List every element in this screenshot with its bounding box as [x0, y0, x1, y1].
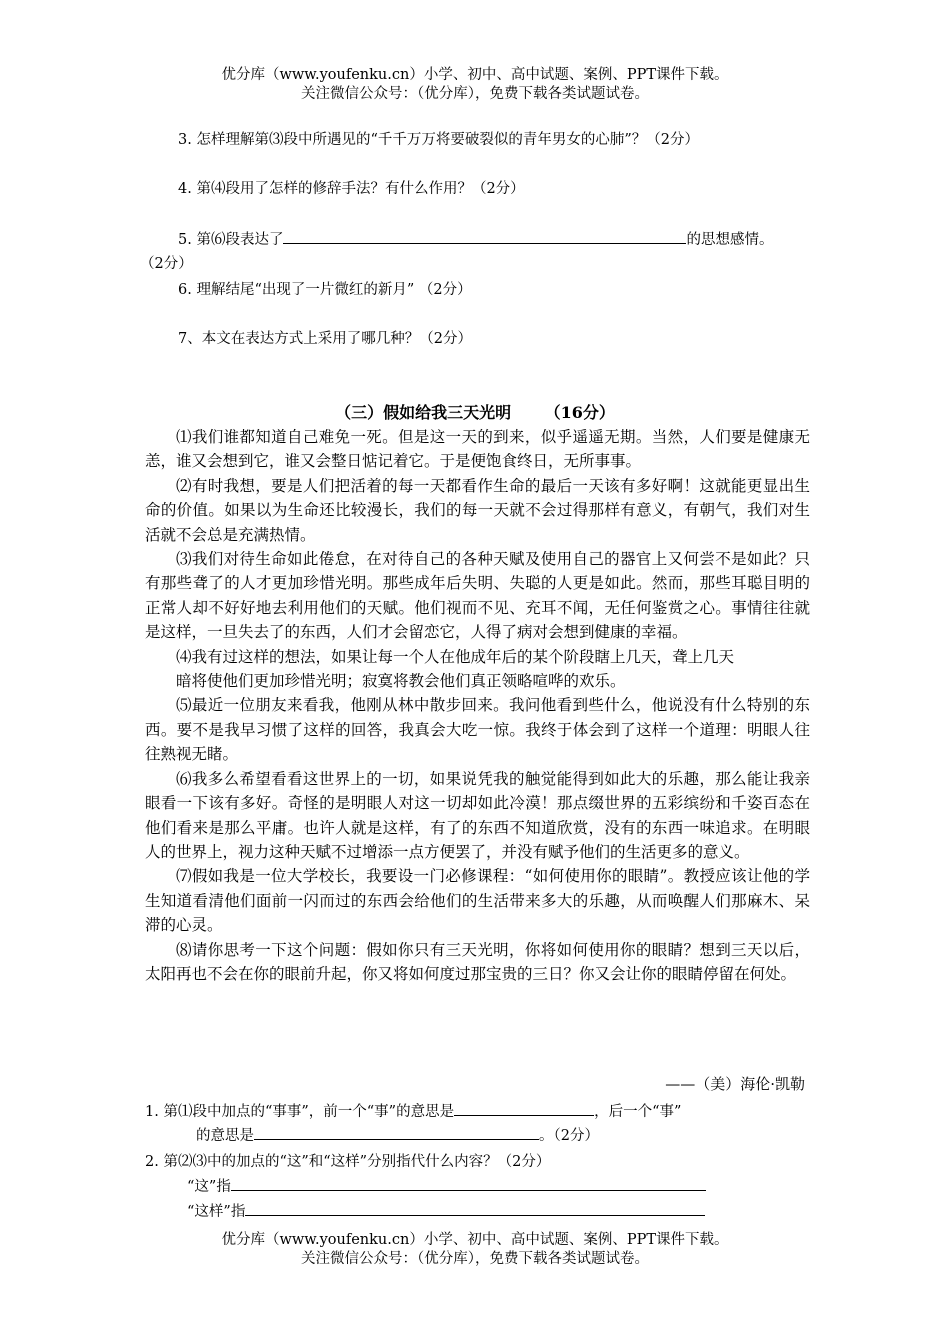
- header-line-1: 优分库（www.youfenku.cn）小学、初中、高中试题、案例、PPT课件下载。: [221, 67, 729, 83]
- answer-question-2: 2. 第⑵⑶中的加点的“这”和“这样”分别指代什么内容？（2分）: [145, 1154, 551, 1170]
- page-footer: [0, 1231, 950, 1269]
- page-header: [0, 66, 950, 104]
- question-5-suffix: 的思想感情。: [686, 232, 774, 248]
- answer-blank[interactable]: [283, 229, 686, 244]
- section-title-text: （三）假如给我三天光明: [335, 403, 512, 422]
- paragraph-2: ⑵有时我想，要是人们把活着的每一天都看作生命的最后一天该有多好啊！这就能更显出生命的价值。如果以为生命还比较漫长，我们的每一天就不会过得那样有意义，有朝气，我们对生活就不会总是充满热情。: [145, 476, 810, 544]
- section-points: （16分）: [544, 403, 615, 422]
- answer-question-1: [145, 1100, 681, 1121]
- section-title: [0, 400, 950, 423]
- question-5: [178, 228, 773, 249]
- answer-question-2-thisway: [187, 1200, 705, 1221]
- answer-blank[interactable]: [254, 1125, 539, 1140]
- paragraph-5: ⑸最近一位朋友来看我，他刚从林中散步回来。我问他看到些什么，他说没有什么特别的东西。要不是我早习惯了这样的回答，我真会大吃一惊。我终于体会到了这样一个道理：明眼人往往熟视无睹。: [145, 696, 810, 764]
- aq1-text-b: ，后一个“事”: [594, 1104, 682, 1120]
- aq2-this-label: “这”指: [187, 1179, 231, 1195]
- paragraph-3: ⑶我们对待生命如此倦怠，在对待自己的各种天赋及使用自己的器官上又何尝不是如此？只有那些聋了的人才更加珍惜光明。那些成年后失明、失聪的人更是如此。然而，那些耳聪目明的正常人却不好好地去利用他们的天赋。他们视而不见、充耳不闻，无任何鉴赏之心。事情往往就是这样，一旦失去了的东西，人们才会留恋它，人得了病对会想到健康的幸福。: [145, 550, 810, 642]
- paragraph-7: ⑺假如我是一位大学校长，我要设一门必修课程：“如何使用你的眼睛”。教授应该让他的学生知道看清他们面前一闪而过的东西会给他们的生活带来多大的乐趣，从而唤醒人们那麻木、呆滞的心灵。: [145, 867, 810, 935]
- paragraph-4: ⑷我有过这样的想法，如果让每一个人在他成年后的某个阶段瞎上几天，聋上几天: [176, 647, 735, 666]
- header-line-2: 关注微信公众号：（优分库），免费下载各类试题试卷。: [301, 86, 649, 102]
- answer-blank[interactable]: [245, 1201, 705, 1216]
- question-6: 6. 理解结尾“出现了一片微红的新月” （2分）: [178, 282, 472, 298]
- question-5-points: （2分）: [140, 256, 193, 272]
- paragraph-1: ⑴我们谁都知道自己难免一死。但是这一天的到来，似乎遥遥无期。当然，人们要是健康无恙，谁又会想到它，谁又会整日惦记着它。于是便饱食终日，无所事事。: [145, 428, 810, 471]
- aq1-text-a: 1. 第⑴段中加点的“事事”，前一个“事”的意思是: [145, 1104, 455, 1120]
- answer-question-1-cont: [196, 1124, 599, 1145]
- footer-line-2: 关注微信公众号：（优分库），免费下载各类试题试卷。: [301, 1251, 649, 1267]
- aq1-text-c: 的意思是: [196, 1128, 254, 1144]
- article-body: [145, 425, 810, 986]
- paragraph-6: ⑹我多么希望看看这世界上的一切，如果说凭我的触觉能得到如此大的乐趣，那么能让我亲眼看一下该有多好。奇怪的是明眼人对这一切却如此冷漠！那点缀世界的五彩缤纷和千姿百态在他们看来是那么平庸。也许人就是这样，有了的东西不知道欣赏，没有的东西一味追求。在明眼人的世界上，视力这种天赋不过增添一点方便罢了，并没有赋予他们的生活更多的意义。: [145, 769, 810, 861]
- aq1-text-d: 。（2分）: [539, 1128, 599, 1144]
- answer-blank[interactable]: [454, 1101, 594, 1116]
- aq2-thisway-label: “这样”指: [187, 1204, 246, 1220]
- paragraph-4-cont: 暗将使他们更加珍惜光明；寂寞将教会他们真正领略喧哗的欢乐。: [176, 672, 626, 691]
- question-4: 4. 第⑷段用了怎样的修辞手法？有什么作用？（2分）: [178, 181, 525, 197]
- question-7: 7、本文在表达方式上采用了哪几种？（2分）: [178, 331, 472, 347]
- question-5-text: 5. 第⑹段表达了: [178, 232, 284, 248]
- footer-line-1: 优分库（www.youfenku.cn）小学、初中、高中试题、案例、PPT课件下载。: [221, 1232, 729, 1248]
- answer-blank[interactable]: [231, 1176, 706, 1191]
- author-attribution: ——（美）海伦·凯勒: [665, 1075, 805, 1093]
- answer-question-2-this: [187, 1175, 706, 1196]
- question-3: 3. 怎样理解第⑶段中所遇见的“千千万万将要破裂似的青年男女的心肺”？（2分）: [178, 132, 699, 148]
- paragraph-8: ⑻请你思考一下这个问题：假如你只有三天光明，你将如何使用你的眼睛？想到三天以后，太阳再也不会在你的眼前升起，你又将如何度过那宝贵的三日？你又会让你的眼睛停留在何处。: [145, 940, 810, 983]
